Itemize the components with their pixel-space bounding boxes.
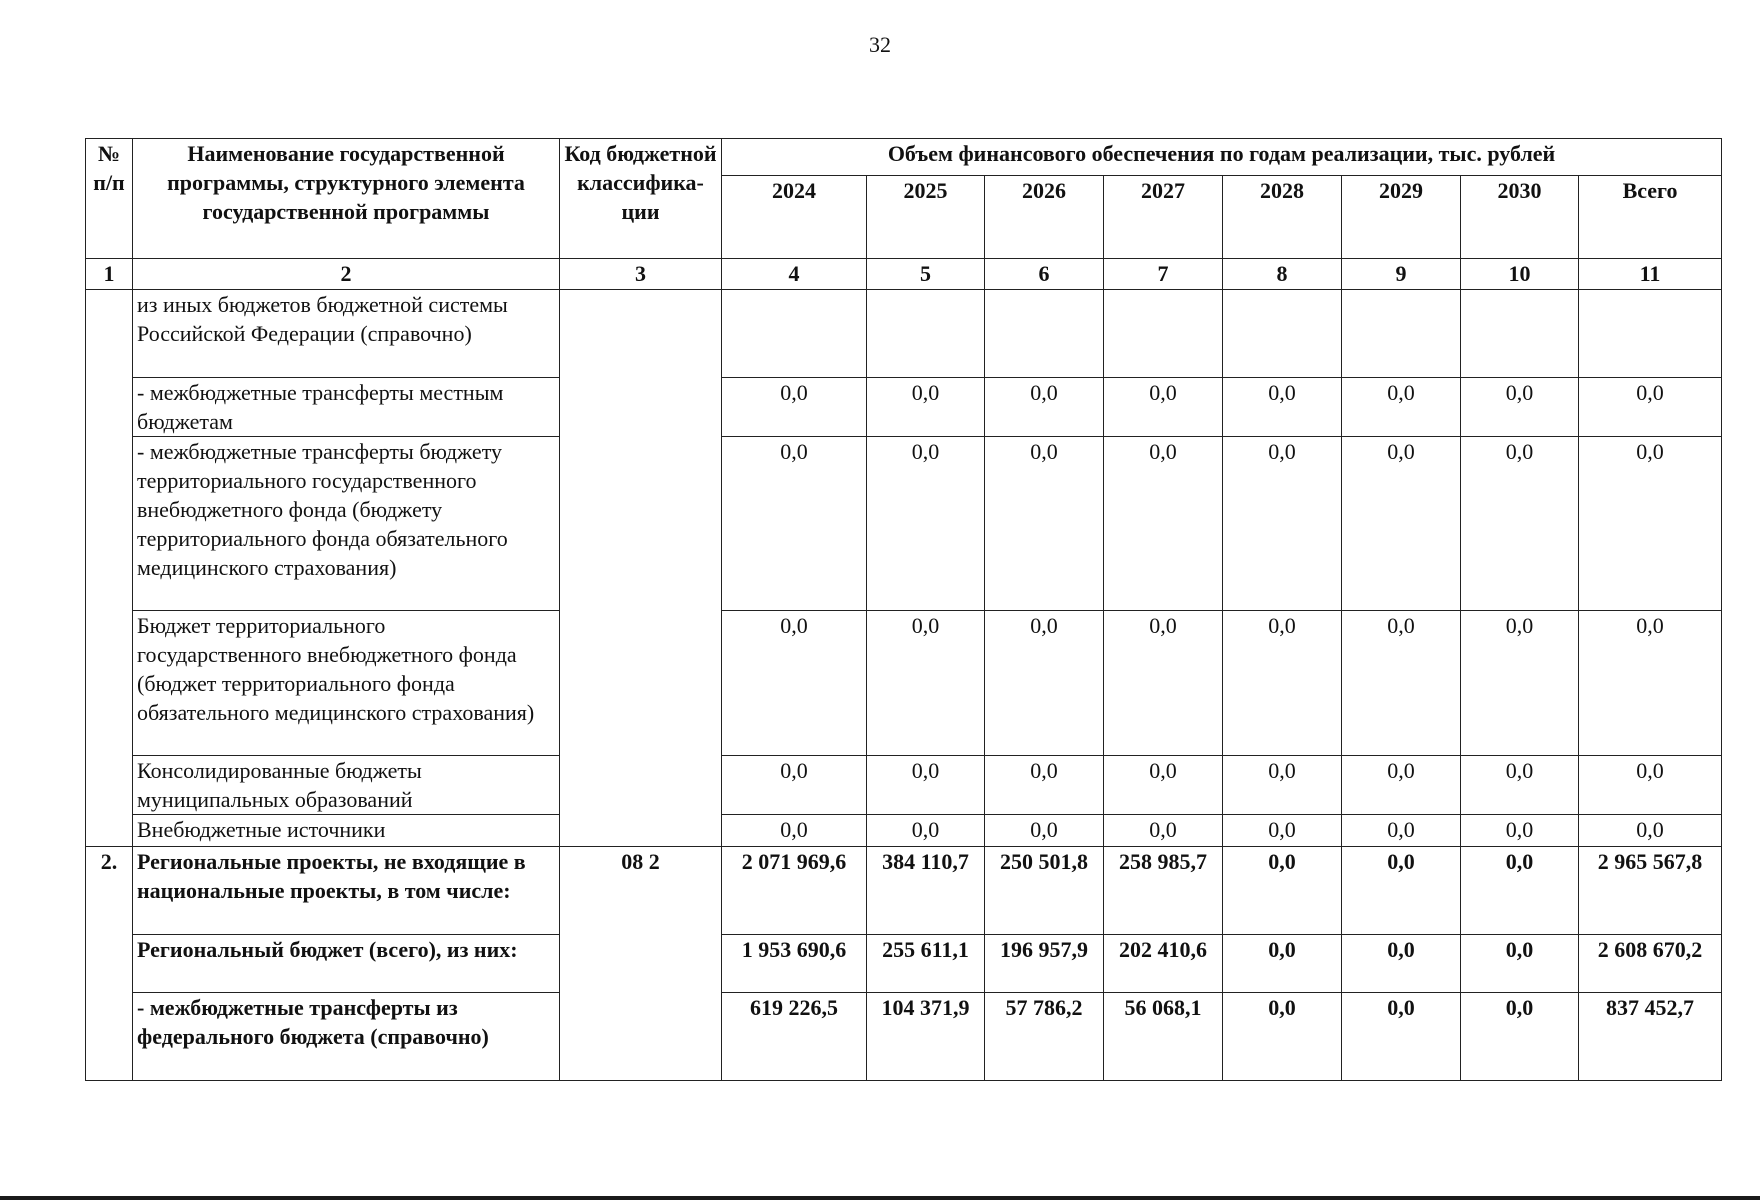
column-index: 2	[133, 259, 560, 290]
row-name: - межбюджетные трансферты из федерального бюджета (справочно)	[133, 993, 560, 1081]
value-cell: 2 608 670,2	[1579, 935, 1722, 993]
value-cell: 0,0	[1461, 437, 1579, 611]
value-cell	[1104, 290, 1223, 378]
value-cell: 0,0	[1342, 993, 1461, 1081]
value-cell: 0,0	[1342, 935, 1461, 993]
header-no: № п/п	[86, 139, 133, 259]
row-name: - межбюджетные трансферты местным бюджетам	[133, 378, 560, 437]
row-name: Бюджет территориального государственного внебюджетного фонда (бюджет территориального фонда обязательного медицинского страхования)	[133, 611, 560, 756]
page-number: 32	[869, 32, 891, 57]
value-cell: 0,0	[985, 611, 1104, 756]
column-index: 3	[560, 259, 722, 290]
value-cell: 0,0	[1104, 756, 1223, 815]
row-number: 2.	[86, 847, 133, 1081]
header-year: 2026	[985, 176, 1104, 259]
row-name: Внебюджетные источники	[133, 815, 560, 847]
header-name: Наименование государственной программы, структурного элемента государственной программы	[133, 139, 560, 259]
value-cell: 0,0	[722, 437, 867, 611]
value-cell: 0,0	[1223, 993, 1342, 1081]
value-cell: 202 410,6	[1104, 935, 1223, 993]
table-row	[86, 611, 1722, 756]
value-cell: 0,0	[867, 756, 985, 815]
row-code	[560, 290, 722, 847]
table-row	[86, 815, 1722, 847]
header-year: 2024	[722, 176, 867, 259]
row-name: Региональные проекты, не входящие в национальные проекты, в том числе:	[133, 847, 560, 935]
value-cell: 0,0	[985, 756, 1104, 815]
value-cell: 0,0	[1223, 437, 1342, 611]
row-name: Региональный бюджет (всего), из них:	[133, 935, 560, 993]
value-cell: 0,0	[722, 378, 867, 437]
table-row	[86, 935, 1722, 993]
value-cell: 196 957,9	[985, 935, 1104, 993]
value-cell: 837 452,7	[1579, 993, 1722, 1081]
value-cell: 619 226,5	[722, 993, 867, 1081]
column-index: 5	[867, 259, 985, 290]
header-year: 2025	[867, 176, 985, 259]
value-cell	[1223, 290, 1342, 378]
row-number	[86, 290, 133, 847]
header-year: 2029	[1342, 176, 1461, 259]
value-cell: 0,0	[1579, 756, 1722, 815]
value-cell: 0,0	[867, 815, 985, 847]
table-row	[86, 378, 1722, 437]
value-cell: 104 371,9	[867, 993, 985, 1081]
value-cell: 0,0	[1104, 437, 1223, 611]
value-cell: 0,0	[867, 437, 985, 611]
header-year: 2030	[1461, 176, 1579, 259]
value-cell: 0,0	[1223, 611, 1342, 756]
value-cell: 0,0	[1223, 815, 1342, 847]
value-cell: 0,0	[1461, 611, 1579, 756]
table-row	[86, 847, 1722, 935]
value-cell: 56 068,1	[1104, 993, 1223, 1081]
value-cell: 0,0	[1223, 756, 1342, 815]
value-cell: 0,0	[1223, 847, 1342, 935]
table-row	[86, 756, 1722, 815]
header-year: 2028	[1223, 176, 1342, 259]
value-cell: 0,0	[722, 611, 867, 756]
column-index: 11	[1579, 259, 1722, 290]
value-cell: 0,0	[985, 378, 1104, 437]
value-cell: 0,0	[1461, 935, 1579, 993]
table-row	[86, 437, 1722, 611]
value-cell: 0,0	[1223, 935, 1342, 993]
value-cell: 0,0	[1461, 378, 1579, 437]
value-cell	[1579, 290, 1722, 378]
value-cell	[985, 290, 1104, 378]
column-index: 7	[1104, 259, 1223, 290]
value-cell: 0,0	[1104, 611, 1223, 756]
value-cell: 0,0	[1104, 378, 1223, 437]
column-index: 4	[722, 259, 867, 290]
value-cell: 0,0	[1342, 815, 1461, 847]
value-cell: 0,0	[722, 815, 867, 847]
value-cell: 1 953 690,6	[722, 935, 867, 993]
value-cell: 0,0	[867, 378, 985, 437]
value-cell: 0,0	[1579, 815, 1722, 847]
value-cell: 2 071 969,6	[722, 847, 867, 935]
value-cell: 255 611,1	[867, 935, 985, 993]
value-cell: 0,0	[867, 611, 985, 756]
value-cell: 0,0	[1579, 611, 1722, 756]
column-index: 8	[1223, 259, 1342, 290]
value-cell: 258 985,7	[1104, 847, 1223, 935]
value-cell	[1461, 290, 1579, 378]
value-cell: 250 501,8	[985, 847, 1104, 935]
financing-table	[85, 138, 1722, 1081]
value-cell: 0,0	[1342, 437, 1461, 611]
column-index: 10	[1461, 259, 1579, 290]
value-cell: 0,0	[722, 756, 867, 815]
table-row	[86, 993, 1722, 1081]
value-cell: 2 965 567,8	[1579, 847, 1722, 935]
row-name: из иных бюджетов бюджетной системы Российской Федерации (справочно)	[133, 290, 560, 378]
value-cell: 0,0	[985, 437, 1104, 611]
value-cell: 0,0	[1342, 378, 1461, 437]
value-cell: 0,0	[1579, 378, 1722, 437]
value-cell	[867, 290, 985, 378]
value-cell: 0,0	[1461, 815, 1579, 847]
page-bottom-edge	[0, 1196, 1760, 1200]
value-cell: 0,0	[1461, 847, 1579, 935]
row-name: Консолидированные бюджеты муниципальных образований	[133, 756, 560, 815]
value-cell: 0,0	[1104, 815, 1223, 847]
header-code: Код бюджетной классифика-ции	[560, 139, 722, 259]
header-total: Всего	[1579, 176, 1722, 259]
value-cell: 0,0	[1461, 993, 1579, 1081]
value-cell: 0,0	[1579, 437, 1722, 611]
value-cell: 0,0	[1461, 756, 1579, 815]
value-cell: 0,0	[985, 815, 1104, 847]
value-cell: 0,0	[1223, 378, 1342, 437]
row-name: - межбюджетные трансферты бюджету территориального государственного внебюджетного фонда (бюджету территориального фонда обязательного медицинского страхования)	[133, 437, 560, 611]
value-cell: 57 786,2	[985, 993, 1104, 1081]
header-year: 2027	[1104, 176, 1223, 259]
column-index: 9	[1342, 259, 1461, 290]
value-cell	[722, 290, 867, 378]
value-cell: 0,0	[1342, 611, 1461, 756]
table-row	[86, 290, 1722, 378]
value-cell: 0,0	[1342, 756, 1461, 815]
column-index: 6	[985, 259, 1104, 290]
row-code: 08 2	[560, 847, 722, 1081]
value-cell	[1342, 290, 1461, 378]
column-index: 1	[86, 259, 133, 290]
header-volume: Объем финансового обеспечения по годам реализации, тыс. рублей	[722, 139, 1722, 176]
value-cell: 384 110,7	[867, 847, 985, 935]
value-cell: 0,0	[1342, 847, 1461, 935]
